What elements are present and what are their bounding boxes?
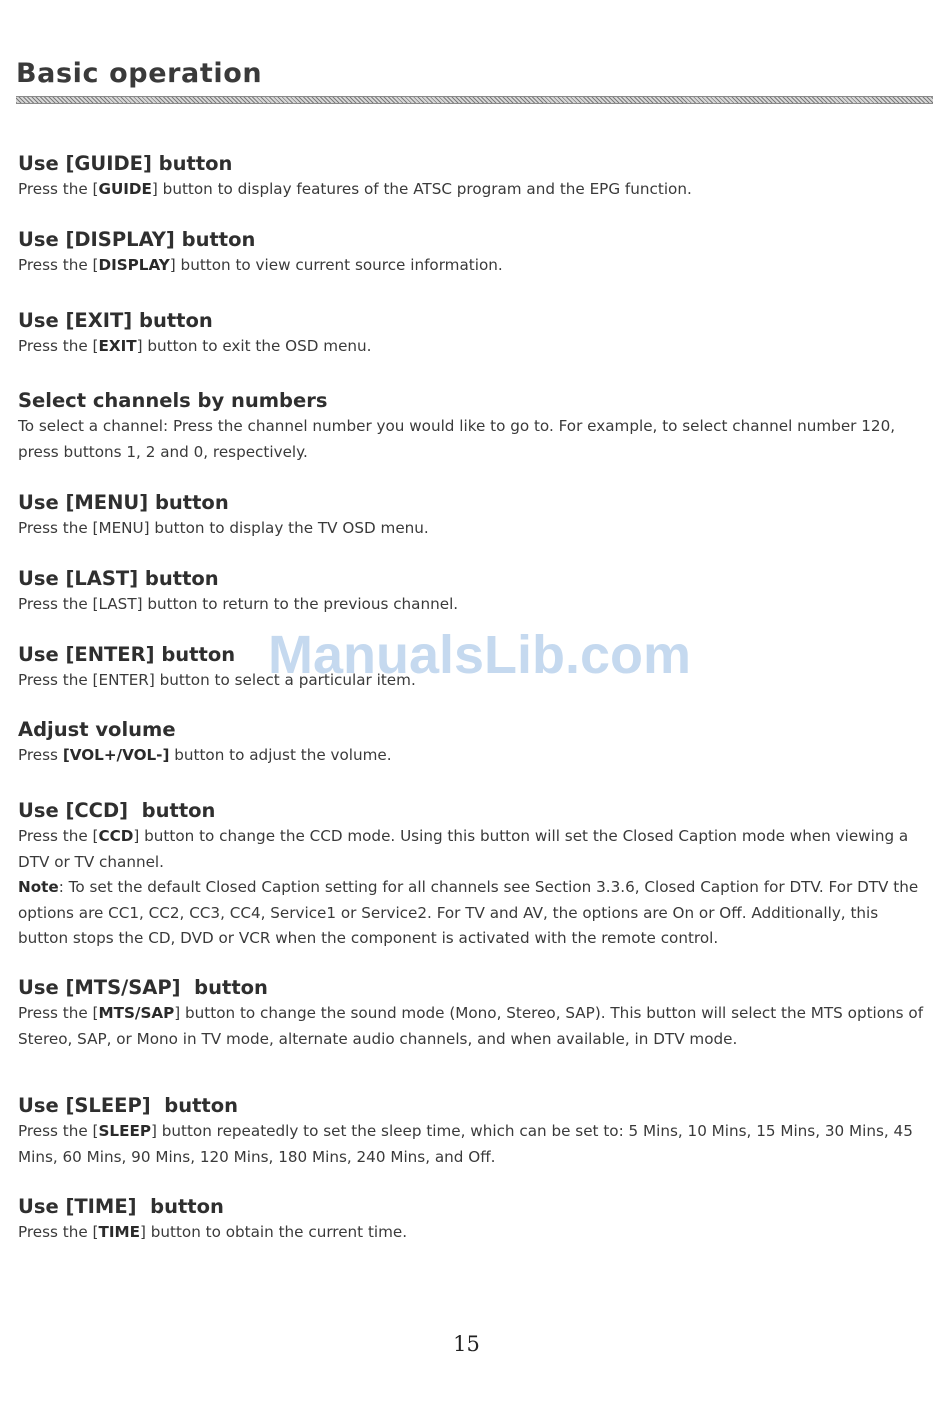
text-run: Press the [MENU] button to display the TV OSD menu. <box>18 519 429 537</box>
section-select-channels <box>18 388 933 465</box>
bold-text-run: MTS/SAP <box>98 1004 175 1022</box>
text-run: Press the [ <box>18 1004 99 1022</box>
section-heading: Use [TIME] button <box>18 1195 224 1218</box>
bold-text-run: DISPLAY <box>98 256 170 274</box>
section-body <box>18 1119 933 1170</box>
section-heading: Adjust volume <box>18 718 176 741</box>
section-time-button <box>18 1194 933 1246</box>
section-body <box>18 253 933 279</box>
section-heading: Use [CCD] button <box>18 799 216 822</box>
section-guide-button <box>18 151 933 203</box>
bold-text-run: Note <box>18 878 59 896</box>
text-run: ] button to change the sound mode (Mono, Stereo, SAP). This button will select the MTS options of Stereo, SAP, or Mono in TV mode, alternate audio channels, and when available, in DTV mode. <box>18 1004 924 1048</box>
text-run: Press the [ <box>18 180 99 198</box>
text-run: Press <box>18 746 63 764</box>
section-sleep-button <box>18 1093 933 1170</box>
section-body <box>18 334 933 360</box>
page-number: 15 <box>453 1332 480 1356</box>
bold-text-run: GUIDE <box>98 180 152 198</box>
bold-text-run: [VOL+/VOL-] <box>62 746 170 764</box>
section-ccd-button <box>18 798 933 952</box>
text-run: ] button to change the CCD mode. Using this button will set the Closed Caption mode when viewing a DTV or TV channel. <box>18 827 909 871</box>
text-run: ] button to display features of the ATSC program and the EPG function. <box>151 180 692 198</box>
text-run: Press the [ <box>18 256 99 274</box>
text-run: ] button repeatedly to set the sleep time, which can be set to: 5 Mins, 10 Mins, 15 Mins, 30 Mins, 45 Mins, 60 Mins, 90 Mins, 120 Mins, 180 Mins, 240 Mins, and Off. <box>18 1122 913 1166</box>
section-exit-button <box>18 308 933 360</box>
section-mts-sap-button <box>18 975 933 1052</box>
section-body <box>18 668 933 694</box>
section-adjust-volume <box>18 717 933 769</box>
section-body <box>18 414 933 465</box>
section-enter-button <box>18 642 933 694</box>
bold-text-run: SLEEP <box>98 1122 151 1140</box>
text-run: Press the [ <box>18 827 99 845</box>
section-heading: Select channels by numbers <box>18 389 328 412</box>
bold-text-run: TIME <box>98 1223 140 1241</box>
section-menu-button <box>18 490 933 542</box>
text-run: ] button to obtain the current time. <box>139 1223 408 1241</box>
section-heading: Use [MENU] button <box>18 491 229 514</box>
text-run: button to adjust the volume. <box>169 746 392 764</box>
section-last-button <box>18 566 933 618</box>
text-run: Press the [ <box>18 1122 99 1140</box>
text-run: Press the [ENTER] button to select a particular item. <box>18 671 416 689</box>
section-heading: Use [MTS/SAP] button <box>18 976 268 999</box>
bold-text-run: EXIT <box>98 337 137 355</box>
text-run: ] button to exit the OSD menu. <box>136 337 372 355</box>
watermark: ManualsLib.com <box>268 625 692 685</box>
text-run: : To set the default Closed Caption setting for all channels see Section 3.3.6, Closed Caption for DTV. For DTV the options are CC1, CC2, CC3, CC4, Service1 or Service2. For TV and AV, the options are On or Off. Additionally, this button stops the CD, DVD or VCR when the component is activated with the remote control. <box>18 878 919 947</box>
section-heading: Use [DISPLAY] button <box>18 228 256 251</box>
section-heading: Use [EXIT] button <box>18 309 213 332</box>
text-run: ] button to view current source information. <box>169 256 503 274</box>
section-body <box>18 824 933 952</box>
section-display-button <box>18 227 933 279</box>
section-heading: Use [SLEEP] button <box>18 1094 239 1117</box>
section-body <box>18 1001 933 1052</box>
text-run: To select a channel: Press the channel number you would like to go to. For example, to select channel number 120, press buttons 1, 2 and 0, respectively. <box>18 417 896 461</box>
text-run: Press the [ <box>18 1223 99 1241</box>
title-divider <box>16 96 933 104</box>
section-heading: Use [ENTER] button <box>18 643 236 666</box>
section-heading: Use [GUIDE] button <box>18 152 233 175</box>
text-run: Press the [ <box>18 337 99 355</box>
section-body <box>18 743 933 769</box>
bold-text-run: CCD <box>98 827 134 845</box>
section-body <box>18 592 933 618</box>
section-body <box>18 1220 933 1246</box>
text-run: Press the [LAST] button to return to the previous channel. <box>18 595 459 613</box>
section-heading: Use [LAST] button <box>18 567 219 590</box>
section-body <box>18 177 933 203</box>
section-body <box>18 516 933 542</box>
page-title: Basic operation <box>16 58 263 89</box>
